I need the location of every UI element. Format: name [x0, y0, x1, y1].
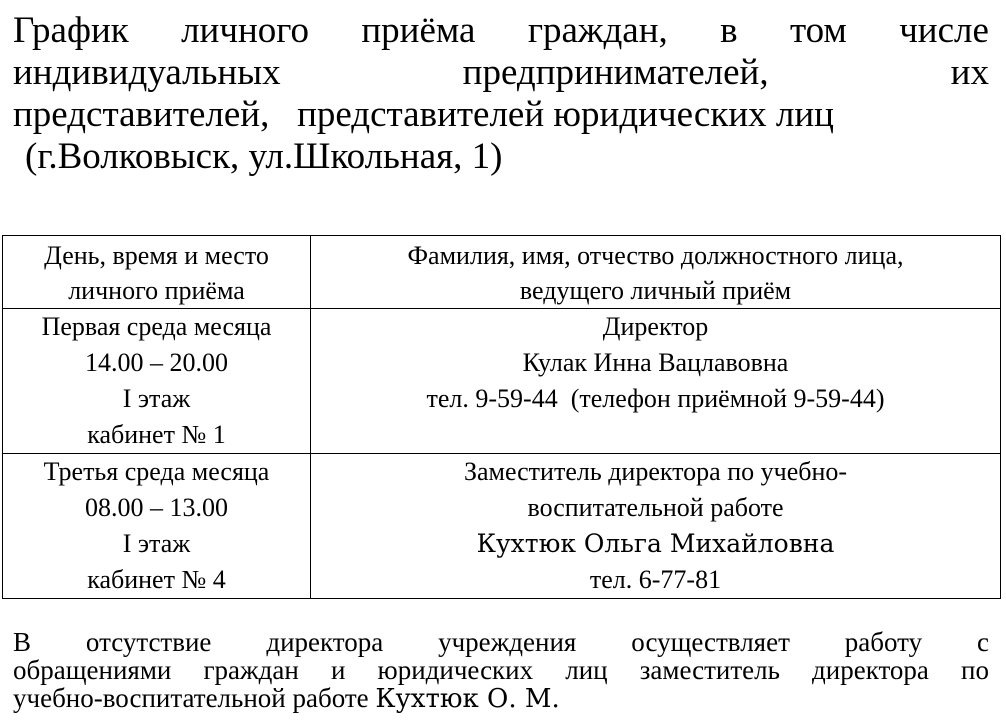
- title-word: в: [720, 10, 738, 51]
- reception-room: кабинет № 4: [87, 565, 226, 594]
- title-word: их: [950, 52, 989, 93]
- footer-word: граждан: [203, 655, 299, 685]
- title-line-3: представителей, представителей юридических лиц: [13, 94, 834, 135]
- footer-word: осуществляет: [631, 627, 790, 657]
- official-cell: [311, 454, 1001, 599]
- footer-word: учреждения: [438, 627, 577, 657]
- footer-word: отсутствие: [85, 627, 212, 657]
- reception-schedule-table: [2, 235, 1001, 599]
- title-line-1: [13, 10, 989, 52]
- reception-time: 14.00 – 20.00: [85, 348, 228, 377]
- title-word: личного: [181, 10, 310, 51]
- reception-time: 08.00 – 13.00: [85, 493, 228, 522]
- table-header-row: [3, 236, 1001, 309]
- footer-word: по: [961, 655, 989, 685]
- title-word: приёма: [361, 10, 476, 51]
- header-text: ведущего личный приём: [519, 276, 792, 305]
- reception-room: кабинет № 1: [87, 420, 226, 449]
- schedule-cell: [3, 454, 311, 599]
- title-address: (г.Волковыск, ул.Школьная, 1): [25, 136, 503, 177]
- official-position: Директор: [602, 312, 709, 341]
- title-word: График: [13, 10, 129, 51]
- official-name: Кулак Инна Вацлавовна: [522, 348, 789, 377]
- official-position: Заместитель директора по учебно-: [463, 457, 848, 486]
- footer-word: и: [330, 655, 346, 685]
- footer-word: заместитель: [639, 655, 780, 685]
- header-text: День, время и место: [44, 241, 269, 270]
- official-position: воспитательной работе: [527, 493, 784, 522]
- footer-word: обращениями: [13, 655, 172, 685]
- deputy-name: Кухтюк О. М.: [375, 684, 560, 714]
- footer-word: директора: [266, 627, 384, 657]
- header-schedule: [3, 236, 311, 309]
- footer-text: учебно-воспитательной работе: [13, 683, 376, 713]
- title-word: том: [789, 10, 847, 51]
- table-row: [3, 309, 1001, 454]
- reception-floor: I этаж: [122, 529, 191, 558]
- title-line-2: [13, 52, 989, 94]
- footer-line-3: [13, 684, 989, 712]
- header-official: [311, 236, 1001, 309]
- footer-word: юридических: [377, 655, 534, 685]
- footer-word: лиц: [565, 655, 608, 685]
- reception-day: Первая среда месяца: [41, 312, 272, 341]
- title-word: предпринимателей,: [462, 52, 769, 93]
- official-phone: тел. 6-77-81: [589, 565, 722, 594]
- page-title: [13, 10, 989, 178]
- schedule-cell: [3, 309, 311, 454]
- title-word: числе: [899, 10, 989, 51]
- footer-word: с: [977, 627, 989, 657]
- footer-word: директора: [812, 655, 929, 685]
- reception-floor: I этаж: [122, 384, 191, 413]
- footer-note: [13, 628, 989, 712]
- footer-word: работу: [844, 627, 923, 657]
- footer-line-1: [13, 628, 989, 656]
- official-phone: тел. 9-59-44 (телефон приёмной 9-59-44): [426, 384, 885, 413]
- header-text: личного приёма: [68, 276, 245, 305]
- table-row: [3, 454, 1001, 599]
- title-word: граждан,: [527, 10, 668, 51]
- official-cell: [311, 309, 1001, 454]
- official-name: Кухтюк Ольга Михайловна: [476, 529, 835, 558]
- header-text: Фамилия, имя, отчество должностного лица,: [407, 241, 904, 270]
- footer-word: В: [13, 627, 32, 657]
- footer-line-2: [13, 656, 989, 684]
- title-word: индивидуальных: [13, 52, 281, 93]
- reception-day: Третья среда месяца: [43, 457, 270, 486]
